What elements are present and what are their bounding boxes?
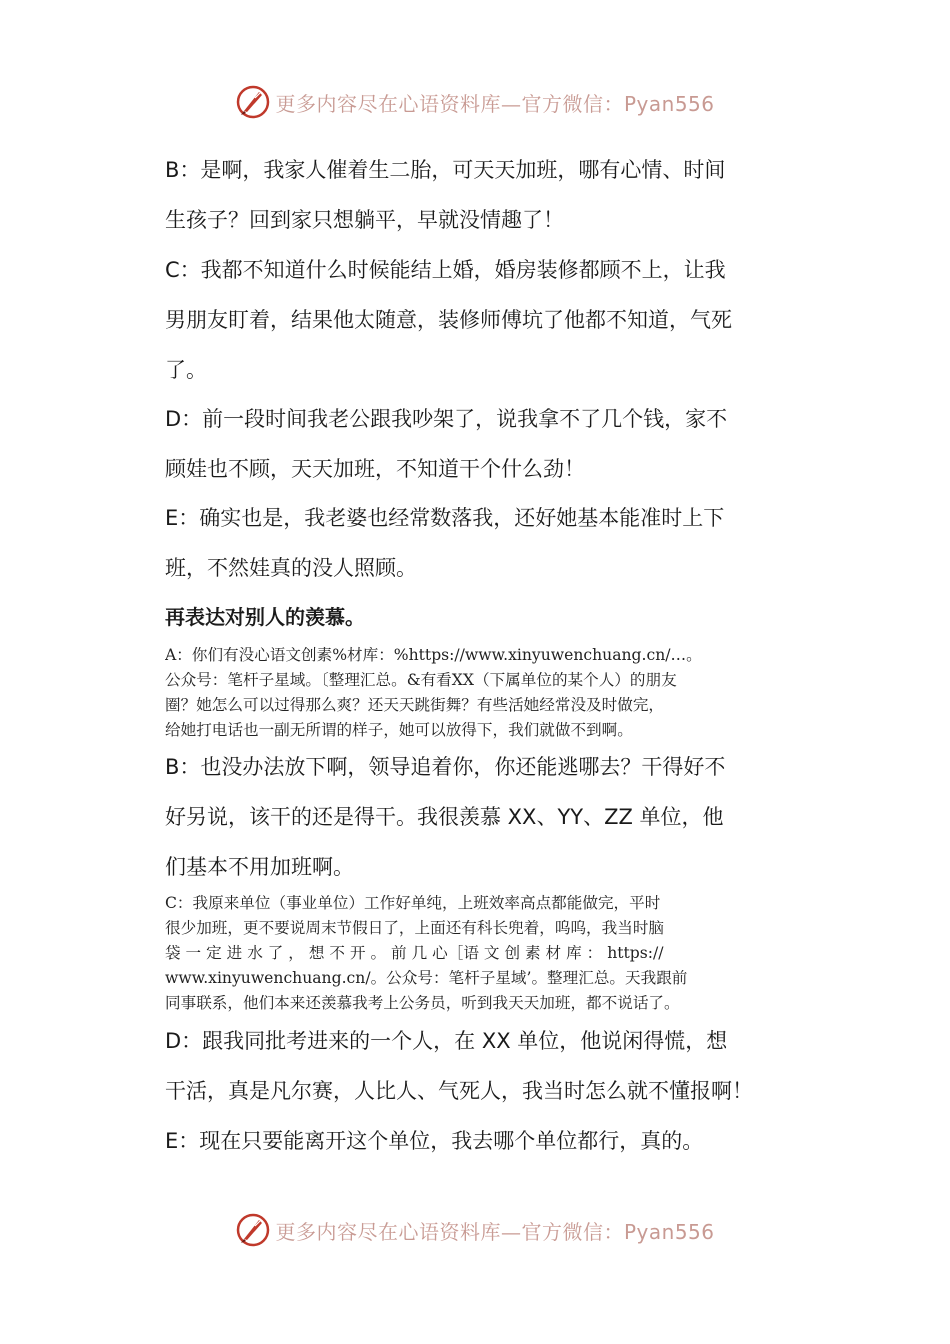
footer-banner-text: 更多内容尽在心语资料库—官方微信：Pyan556 bbox=[275, 1219, 715, 1244]
paragraph-a-small bbox=[165, 643, 790, 743]
text-line: E：确实也是，我老婆也经常数落我，还好她基本能准时上下 bbox=[165, 506, 725, 530]
paragraph-c bbox=[165, 245, 790, 395]
text-line: C：我都不知道什么时候能结上婚，婚房装修都顾不上，让我 bbox=[165, 258, 726, 282]
text-line: A：你们有没心语文创素%材库：%https://www.xinyuwenchuang.cn/…。 bbox=[165, 646, 702, 664]
text-line: 顾娃也不顾，天天加班，不知道干个什么劲！ bbox=[165, 457, 585, 481]
text-line: 男朋友盯着，结果他太随意，装修师傅坑了他都不知道，气死 bbox=[165, 308, 732, 332]
paragraph-e bbox=[165, 493, 790, 593]
paragraph-c-small bbox=[165, 891, 790, 1016]
header-banner-text: 更多内容尽在心语资料库—官方微信：Pyan556 bbox=[275, 91, 715, 116]
paragraph-b bbox=[165, 145, 790, 245]
text-line: www.xinyuwenchuang.cn/。公众号：笔杆子星域’。整理汇总。天我跟前 bbox=[165, 969, 688, 987]
quill-logo-icon bbox=[235, 1212, 271, 1248]
text-line: 好另说，该干的还是得干。我很羡慕 XX、YY、ZZ 单位，他 bbox=[165, 805, 724, 829]
section-heading: 再表达对别人的羡慕。 bbox=[165, 605, 365, 629]
text-line: D：跟我同批考进来的一个人，在 XX 单位，他说闲得慌，想 bbox=[165, 1029, 728, 1053]
text-line: 公众号：笔杆子星域。〔整理汇总。&有看XX（下属单位的某个人）的朋友 bbox=[165, 671, 677, 689]
text-line: 了。 bbox=[165, 358, 207, 382]
paragraph-b2 bbox=[165, 742, 790, 892]
text-line: E：现在只要能离开这个单位，我去哪个单位都行，真的。 bbox=[165, 1129, 704, 1153]
text-line: C：我原来单位（事业单位）工作好单纯，上班效率高点都能做完，平时 bbox=[165, 894, 661, 912]
text-line: D：前一段时间我老公跟我吵架了，说我拿不了几个钱，家不 bbox=[165, 407, 728, 431]
footer-banner bbox=[0, 1208, 950, 1252]
text-line: 班，不然娃真的没人照顾。 bbox=[165, 556, 417, 580]
paragraph-d bbox=[165, 394, 790, 494]
text-line: 很少加班，更不要说周末节假日了，上面还有科长兜着，呜呜，我当时脑 bbox=[165, 919, 665, 937]
header-banner bbox=[0, 80, 950, 124]
text-line: 袋 一 定 进 水 了 ， 想 不 开 。 前 几 心［语 文 创 素 材 库 ： https:// bbox=[165, 944, 664, 962]
text-line: B：是啊，我家人催着生二胎，可天天加班，哪有心情、时间 bbox=[165, 158, 726, 182]
text-line: 圈？她怎么可以过得那么爽？还天天跳街舞？有些活她经常没及时做完， bbox=[165, 696, 665, 714]
text-line: 给她打电话也一副无所谓的样子，她可以放得下，我们就做不到啊。 bbox=[165, 721, 633, 739]
quill-logo-icon bbox=[235, 84, 271, 120]
text-line: 生孩子？回到家只想躺平，早就没情趣了！ bbox=[165, 208, 564, 232]
header-wechat-id: Pyan556 bbox=[623, 91, 715, 116]
footer-wechat-id: Pyan556 bbox=[623, 1219, 715, 1244]
paragraph-d2 bbox=[165, 1016, 790, 1116]
text-line: 干活，真是凡尔赛，人比人、气死人，我当时怎么就不懂报啊！ bbox=[165, 1079, 753, 1103]
text-line: 们基本不用加班啊。 bbox=[165, 855, 354, 879]
text-line: 同事联系，他们本来还羡慕我考上公务员，听到我天天加班，都不说话了。 bbox=[165, 994, 680, 1012]
paragraph-e2 bbox=[165, 1116, 790, 1166]
text-line: B：也没办法放下啊，领导追着你，你还能逃哪去？干得好不 bbox=[165, 755, 726, 779]
